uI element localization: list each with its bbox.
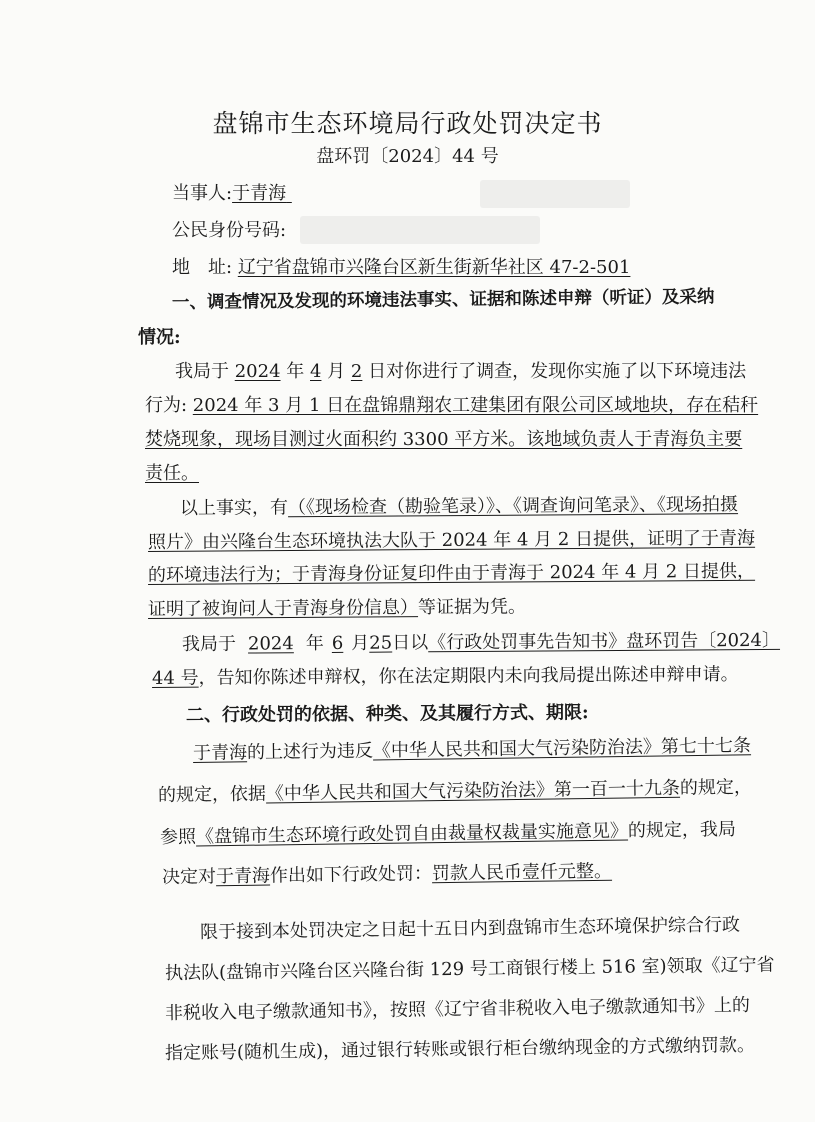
s1-p2-line3: 的环境违法行为；于青海身份证复印件由于青海于 2024 年 4 月 2 日提供，	[147, 560, 756, 586]
party-id-label: 公民身份号码:	[172, 220, 287, 241]
document-title: 盘锦市生态环境局行政处罚决定书	[212, 109, 603, 138]
s2-p2-line2: 执法队(盘锦市兴隆台区兴隆台街 129 号工商银行楼上 516 室)领取《辽宁省	[164, 954, 775, 984]
s2-p2-line4: 指定账号(随机生成)，通过银行转账或银行柜台缴纳现金的方式缴纳罚款。	[164, 1034, 756, 1064]
section1-heading: 一、调查情况及发现的环境违法事实、证据和陈述申辩（听证）及采纳	[171, 287, 715, 313]
s1-p1-line3: 焚烧现象，现场目测过火面积约 3300 平方米。该地域负责人于青海负主要	[145, 429, 743, 450]
s2-p1-line1: 于青海的上述行为违反《中华人民共和国大气污染防治法》第七十七条	[192, 735, 752, 764]
section2-heading: 二、行政处罚的依据、种类、及其履行方式、期限:	[185, 702, 589, 726]
party-id-row	[172, 219, 286, 243]
party-name-value: 于青海	[232, 183, 287, 204]
section1-heading-cont: 情况:	[138, 327, 181, 348]
s1-p2-line4: 证明了被询问人于青海身份信息）等证据为凭。	[147, 596, 527, 620]
s2-p1-line2: 的规定，依据《中华人民共和国大气污染防治法》第一百一十九条的规定，	[157, 776, 753, 806]
party-name-label: 当事人:	[172, 183, 233, 204]
party-address-row	[172, 256, 630, 280]
redacted-area	[480, 180, 630, 208]
document-number: 盘环罚〔2024〕44 号	[316, 146, 499, 167]
s2-p1-line3: 参照《盘锦市生态环境行政处罚自由裁量权裁量实施意见》的规定，我局	[159, 818, 737, 848]
s1-p1-line2: 行为: 2024 年 3 月 1 日在盘锦鼎翔农工建集团有限公司区域地块，存在秸秆	[145, 395, 759, 416]
party-address-value: 辽宁省盘锦市兴隆台区新生街新华社区 47-2-501	[237, 257, 631, 278]
s2-p2-line3: 非税收入电子缴款通知书》，按照《辽宁省非税收入电子缴款通知书》上的	[164, 994, 751, 1024]
s1-p2-line2: 照片》由兴隆台生态环境执法大队于 2024 年 4 月 2 日提供，证明了于青海	[147, 527, 756, 553]
s1-p3-line2: 44 号，告知你陈述申辩权，你在法定期限内未向我局提出陈述申辩申请。	[151, 663, 739, 689]
s2-p2-line1: 限于接到本处罚决定之日起十五日内到盘锦市生态环境保护综合行政	[199, 914, 741, 943]
s1-p2-line1: 以上事实，有（《现场检查（勘验笔录）》、《调查询问笔录》、《现场拍摄	[179, 494, 739, 519]
s2-p1-line4: 决定对于青海作出如下行政处罚：罚款人民币壹仟元整。	[161, 860, 613, 888]
party-address-label: 地 址:	[172, 257, 233, 278]
s1-p1-line1: 我局于 2024 年 4 月 2 日对你进行了调查，发现你实施了以下环境违法	[175, 361, 747, 382]
redacted-id	[300, 216, 540, 244]
s1-p1-line4: 责任。	[145, 463, 199, 484]
s1-p3-line1: 我局于 2024 年 6 月25日以《行政处罚事先告知书》盘环罚告〔2024〕	[181, 629, 781, 655]
